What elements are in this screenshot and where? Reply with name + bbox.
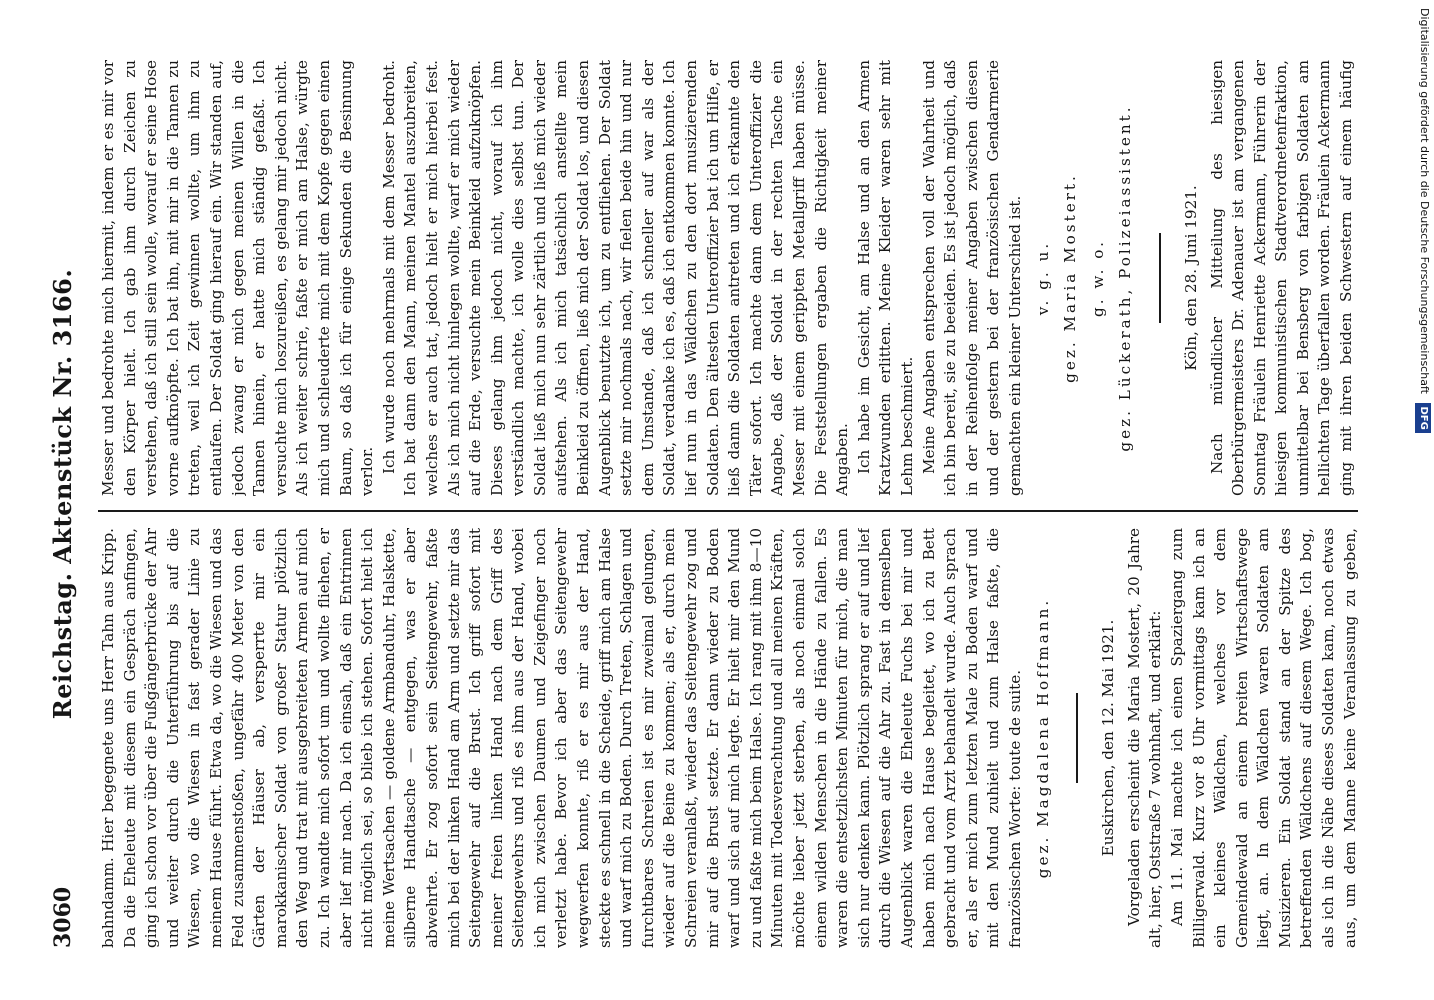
place-date-euskirchen: Euskirchen, den 12. Mai 1921.	[1099, 619, 1118, 857]
section-rule	[1076, 693, 1078, 783]
paragraph: Vorgeladen erscheint die Maria Mostert, 20 Jahre alt, hier, Oststraße 7 wohnhaft, und erklärt:	[1124, 528, 1165, 948]
left-column	[98, 528, 1360, 948]
paragraph: Ich wurde noch mehrmals mit dem Messer bedroht. Ich bat dann den Mann, meinen Mantel auszubreiten, welches er auch tat, jedoch hielt er mich hierbei fest. Als ich mich nicht hinlegen wollte, warf er mich wieder auf die Erde, versuchte mein Beinkleid aufzuknöpfen. Dieses gelang ihm jedoch nicht, worauf ich ihm verständlich machte, ich wolle dies selbst tun. Der Soldat ließ mich nun sehr zärtlich und ließ mich wieder aufstehen. Als ich mich tatsächlich anstellte mein Beinkleid zu öffnen, ließ mich der Soldat los, und diesen Augenblick benutzte ich, um zu entfliehen. Der Soldat setzte mir nochmals nach, wir fielen beide hin und nur dem Umstande, daß ich schneller auf war als der Soldat, verdanke ich es, daß ich entkommen konnte. Ich lief nun in das Wäldchen zu den dort musizierenden Soldaten. Den ältesten Unteroffizier bat ich um Hilfe, er ließ dann die Soldaten antreten und ich erkannte den Täter sofort. Ich machte dann dem Unteroffizier die Angabe, daß der Soldat in der rechten Tasche ein Messer mit einem gerippten Metallgriff haben müsse. Die Feststellungen ergaben die Richtigkeit meiner Angaben.	[379, 60, 852, 496]
page-header	[46, 40, 86, 948]
paragraph: bahndamm. Hier begegnete uns Herr Tahn aus Kripp. Da die Eheleute mit diesem ein Gespräch anfingen, ging ich schon vor über die Fußgängerbrücke der Ahr und weiter durch die Unterführung bis auf die Wiesen, wo die Wiesen in fast gerader Linie zu meinem Hause führt. Etwa da, wo die Wiesen und das Feld zusammenstoßen, ungefähr 400 Meter von den Gärten der Häuser ab, versperrte mir ein marokkanischer Soldat von großer Statur plötzlich den Weg und trat mit ausgebreiteten Armen auf mich zu. Ich wandte mich sofort um und wollte fliehen, er aber lief mir nach. Da ich einsah, daß ein Entrinnen nicht möglich sei, so blieb ich stehen. Sofort hielt ich meine Wertsachen — goldene Armbanduhr, Halskette, silberne Handtasche — entgegen, was er aber abwehrte. Er zog sofort sein Seitengewehr, faßte mich bei der linken Hand am Arm und setzte mir das Seitengewehr auf die Brust. Ich griff sofort mit meiner freien linken Hand nach dem Griff des Seitengewehrs und riß es ihm aus der Hand, wobei ich mich zwischen Daumen und Zeigefinger noch verletzt habe. Bevor ich aber das Seitengewehr wegwerfen konnte, riß er es mir aus der Hand, steckte es schnell in die Scheide, griff mich am Halse und warf mich zu Boden. Durch Treten, Schlagen und furchtbares Schreien ist es mir zweimal gelungen, wieder auf die Beine zu kommen; als er, durch mein Schreien veranlaßt, wieder das Seitengewehr zog und mir auf die Brust setzte. Er dann wieder zu Boden warf und sich auf mich legte. Er hielt mir den Mund zu und faßte mich beim Halse. Ich rang mit ihm 8—10 Minuten mit Todesverachtung und all meinen Kräften, möchte lieber jetzt sterben, als noch einmal solch einem wilden Menschen in die Hände zu fallen. Es waren die entsetzlichsten Minuten für mich, die man sich nur denken kann. Plötzlich sprang er auf und lief durch die Wiesen auf die Ahr zu. Fast in demselben Augenblick waren die Eheleute Fuchs bei mir und haben mich nach Hause begleitet, wo ich zu Bett gebracht und vom Arzt behandelt wurde. Auch sprach er, als er mich zum letzten Male zu Boden warf und mit den Mund zuhielt und zum Halse faßte, die französischen Worte: toute de suite.	[99, 528, 1024, 948]
section-rule	[1159, 233, 1161, 323]
vgu-mark: v. g. u.	[1033, 240, 1052, 316]
paragraph: Meine Angaben entsprechen voll der Wahrheit und ich bin bereit, sie zu beeiden. Es ist jedoch möglich, daß in der Reihenfolge meiner Angaben zwischen diesen und der gestern bei der französischen Gendarmerie gemachten ein kleiner Unterschied ist.	[919, 60, 1024, 496]
gwo-mark: g. w. o.	[1088, 239, 1107, 317]
digitization-note-text: Digitalisierung gefördert durch die Deutsche Forschungsgemeinschaft	[1418, 8, 1431, 394]
paragraph: Nach mündlicher Mitteilung des hiesigen Oberbürgermeisters Dr. Adenauer ist am vergangenen Sonntag Fräulein Henriette Ackermann, Führerin der hiesigen kommunistischen Stadtverordnetenfraktion, unmittelbar bei Bensberg von farbigen Soldaten am hellichten Tage überfallen worden. Fräulein Ackermann ging mit ihren beiden Schwestern auf einem häufig	[1207, 60, 1356, 496]
page-number: 3060	[50, 886, 76, 948]
place-date-koeln: Köln, den 28. Juni 1921.	[1181, 185, 1200, 371]
signature-lueckerath: gez. Lückerath, Polizeiassistent.	[1116, 104, 1135, 452]
dfg-logo: DFG	[1415, 403, 1431, 432]
paragraph: Messer und bedrohte mich hiermit, indem er es mir vor den Körper hielt. Ich gab ihm durch Zeichen zu verstehen, daß ich still sein wolle, worauf er seine Hose vorne aufknöpfte. Ich bat ihn, mit mir in die Tannen zu treten, weil ich Zeit gewinnen wollte, um ihm zu entlaufen. Der Soldat ging hierauf ein. Wir standen auf, jedoch zwang er mich gegen meinen Willen in die Tannen hinein, er hatte mich ständig gefaßt. Ich versuchte mich loszureißen, es gelang mir jedoch nicht. Als ich weiter schrie, faßte er mich am Halse, würgte mich und schleuderte mich mit dem Kopfe gegen einen Baum, so daß ich für einige Sekunden die Besinnung verlor.	[99, 60, 377, 496]
signature-hoffmann: gez. Magdalena Hoffmann.	[1033, 597, 1052, 879]
page-title: Reichstag. Aktenstück Nr. 3166.	[48, 268, 77, 720]
right-column	[98, 60, 1360, 496]
paragraph: Am 11. Mai machte ich einen Spaziergang zum Billigerwald. Kurz vor 8 Uhr vormittags kam ich an ein kleines Wäldchen, welches vor dem Gemeindewald an einem breiten Wirtschaftswege liegt, an. In dem Wäldchen waren Soldaten am Musizieren. Ein Soldat stand an der Spitze des betreffenden Wäldchens auf diesem Wege. Ich bog, als ich in die Nähe dieses Soldaten kam, noch etwas aus, um dem Manne keine Veranlassung zu geben,	[1167, 528, 1359, 948]
digitization-note	[1416, 8, 1432, 992]
paragraph: Ich habe im Gesicht, am Halse und an den Armen Kratzwunden erlitten. Meine Kleider waren sehr mit Lehm beschmiert.	[854, 60, 916, 496]
signature-mostert: gez. Maria Mostert.	[1061, 173, 1080, 383]
column-divider	[98, 510, 1358, 512]
